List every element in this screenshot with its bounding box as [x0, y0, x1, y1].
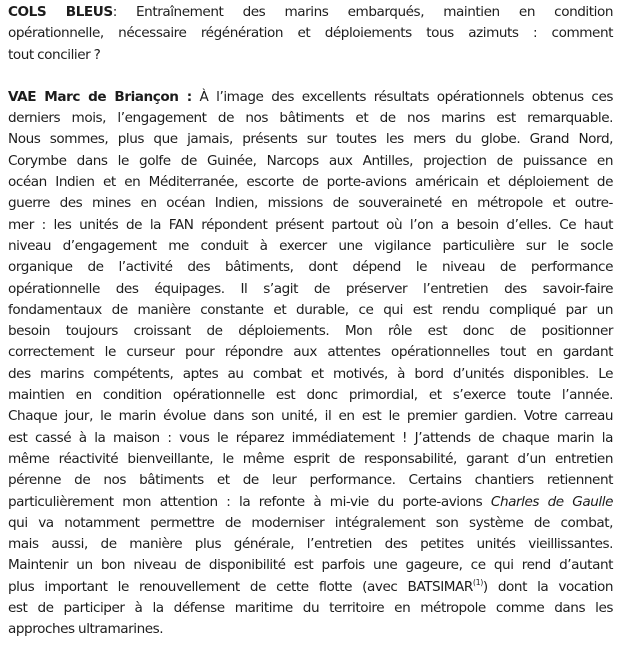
answer-line: niveau d’engagement me conduit à exercer une vigilance particulière sur le socle — [8, 237, 613, 254]
answer-line — [8, 87, 613, 108]
answer-line: des marins compétents, aptes au combat et motivés, à bord d’unités disponibles. Le — [8, 365, 613, 382]
answer-line: correctement le curseur pour répondre aux attentes opérationnelles tout en gardant — [8, 344, 613, 361]
answer-line: Chaque jour, le marin évolue dans son unité, il en est le premier gardien. Votre carreau — [8, 408, 613, 425]
answer-text: particulièrement mon attention : la refonte à mi-vie du porte-avions — [8, 493, 491, 510]
question-block — [8, 2, 613, 66]
answer-line: océan Indien et en Méditerranée, escorte de porte-avions américain et déploiement de — [8, 174, 613, 191]
answer-line: qui va notamment permettre de moderniser intégralement son système de combat, — [8, 514, 613, 531]
answer-line: Corymbe dans le golfe de Guinée, Narcops aux Antilles, projection de puissance en — [8, 152, 613, 169]
question-line: tout concilier ? — [8, 46, 101, 63]
footnote-ref[interactable]: (1) — [472, 577, 483, 587]
answer-line: derniers mois, l’engagement de nos bâtiments et de nos marins est remarquable. — [8, 110, 613, 127]
answer-block — [8, 87, 613, 641]
answer-text: plus important le renouvellement de cette flotte (avec BATSIMAR — [8, 578, 473, 595]
answer-text: ) dont la vocation — [482, 578, 613, 595]
answer-line — [8, 577, 613, 598]
question-text: : Entraînement des marins embarqués, maintien en condition — [112, 4, 613, 20]
question-line — [8, 2, 613, 23]
answer-line: besoin toujours croissant de déploiements. Mon rôle est donc de positionner — [8, 323, 613, 340]
answer-speaker: VAE Marc de Briançon : — [8, 88, 192, 105]
answer-line — [8, 492, 613, 513]
answer-line: fondamentaux de manière constante et durable, ce qui est rendu compliqué par un — [8, 301, 613, 318]
interview-article — [8, 2, 613, 641]
answer-text: À l’image des excellents résultats opérationnels obtenus ces — [191, 88, 613, 105]
answer-line: organique de l’activité des bâtiments, dont dépend le niveau de performance — [8, 259, 613, 276]
answer-line: opérationnelle des équipages. Il s’agit de préserver l’entretien des savoir-faire — [8, 280, 613, 297]
ship-name: Charles de Gaulle — [490, 493, 613, 510]
answer-line: maintien en condition opérationnelle est donc primordial, et s’exerce toute l’année. — [8, 387, 613, 404]
answer-line: mais aussi, de manière plus générale, l’entretien des petites unités vieillissantes. — [8, 536, 613, 553]
answer-line: est cassé à la maison : vous le réparez immédiatement ! J’attends de chaque marin la — [8, 429, 613, 446]
answer-line: approches ultramarines. — [8, 621, 164, 638]
answer-line: Nous sommes, plus que jamais, présents sur toutes les mers du globe. Grand Nord, — [8, 131, 613, 148]
answer-line: mer : les unités de la FAN répondent présent partout où l’on a besoin d’elles. Ce haut — [8, 216, 613, 233]
answer-line: guerre des mines en océan Indien, missions de souveraineté en métropole et outre- — [8, 195, 613, 212]
answer-line: est de participer à la défense maritime du territoire en métropole comme dans les — [8, 600, 613, 617]
question-line: opérationnelle, nécessaire régénération et déploiements tous azimuts : comment — [8, 25, 613, 42]
answer-line: Maintenir un bon niveau de disponibilité est parfois une gageure, ce qui rend d’autant — [8, 557, 613, 574]
answer-line: même réactivité bienveillante, le même esprit de responsabilité, garant d’un entretien — [8, 450, 613, 467]
question-speaker: COLS BLEUS — [8, 4, 113, 20]
answer-line: pérenne de nos bâtiments et de leur performance. Certains chantiers retiennent — [8, 472, 613, 489]
